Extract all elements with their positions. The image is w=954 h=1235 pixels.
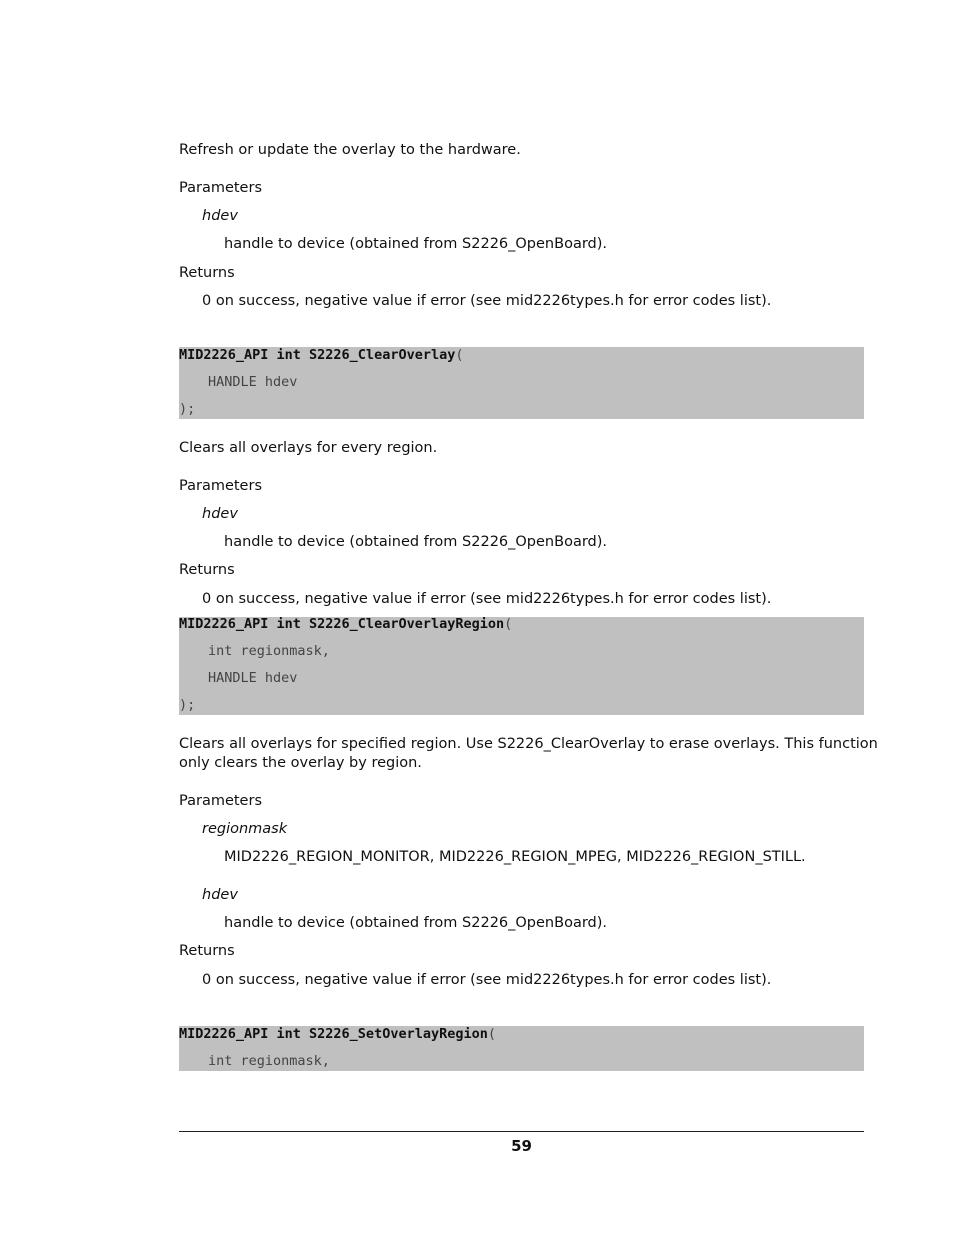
section1-returns-label: Returns [179, 265, 235, 281]
section2-param-desc: handle to device (obtained from S2226_OpenBoard). [224, 534, 608, 550]
page-number: 59 [511, 1137, 532, 1155]
function-signature: MID2226_API int S2226_SetOverlayRegion [179, 1026, 488, 1042]
section3-param2-name: hdev [202, 887, 238, 903]
section3-param1-desc: MID2226_REGION_MONITOR, MID2226_REGION_MPEG, MID2226_REGION_STILL. [224, 849, 806, 865]
section1-param-desc: handle to device (obtained from S2226_OpenBoard). [224, 236, 608, 252]
open-paren: ( [455, 347, 464, 363]
code-arg: int regionmask, [208, 1053, 330, 1069]
section2-returns-desc: 0 on success, negative value if error (see mid2226types.h for error codes list). [202, 591, 772, 607]
section3-returns-desc: 0 on success, negative value if error (see mid2226types.h for error codes list). [202, 972, 772, 988]
code-block-set-overlay-region [179, 1026, 864, 1071]
code-signature-line [179, 611, 512, 638]
section2-returns-label: Returns [179, 562, 235, 578]
function-signature: MID2226_API int S2226_ClearOverlay [179, 347, 456, 363]
function-signature: MID2226_API int S2226_ClearOverlayRegion [179, 616, 505, 632]
section3-param2-desc: handle to device (obtained from S2226_OpenBoard). [224, 915, 608, 931]
section3-description-line2: only clears the overlay by region. [179, 755, 422, 771]
section1-param-name: hdev [202, 208, 238, 224]
section3-params-label: Parameters [179, 793, 262, 809]
section3-description-line1: Clears all overlays for specified region. Use S2226_ClearOverlay to erase overlays. This function [179, 736, 878, 752]
section2-param-name: hdev [202, 506, 238, 522]
code-block-clear-overlay-region [179, 617, 864, 715]
code-block-clear-overlay [179, 347, 864, 419]
section1-description: Refresh or update the overlay to the hardware. [179, 142, 521, 158]
section1-params-label: Parameters [179, 180, 262, 196]
section2-description: Clears all overlays for every region. [179, 440, 438, 456]
code-arg: HANDLE hdev [208, 374, 298, 390]
code-arg: int regionmask, [208, 643, 330, 659]
open-paren: ( [487, 1026, 496, 1042]
code-arg: HANDLE hdev [208, 670, 298, 686]
section1-returns-desc: 0 on success, negative value if error (see mid2226types.h for error codes list). [202, 293, 772, 309]
code-close: ); [179, 401, 196, 417]
code-signature-line [179, 1021, 496, 1048]
open-paren: ( [504, 616, 513, 632]
section2-params-label: Parameters [179, 478, 262, 494]
section3-returns-label: Returns [179, 943, 235, 959]
code-close: ); [179, 697, 196, 713]
section3-param1-name: regionmask [202, 821, 288, 837]
code-signature-line [179, 342, 463, 369]
footer-rule [179, 1131, 864, 1132]
